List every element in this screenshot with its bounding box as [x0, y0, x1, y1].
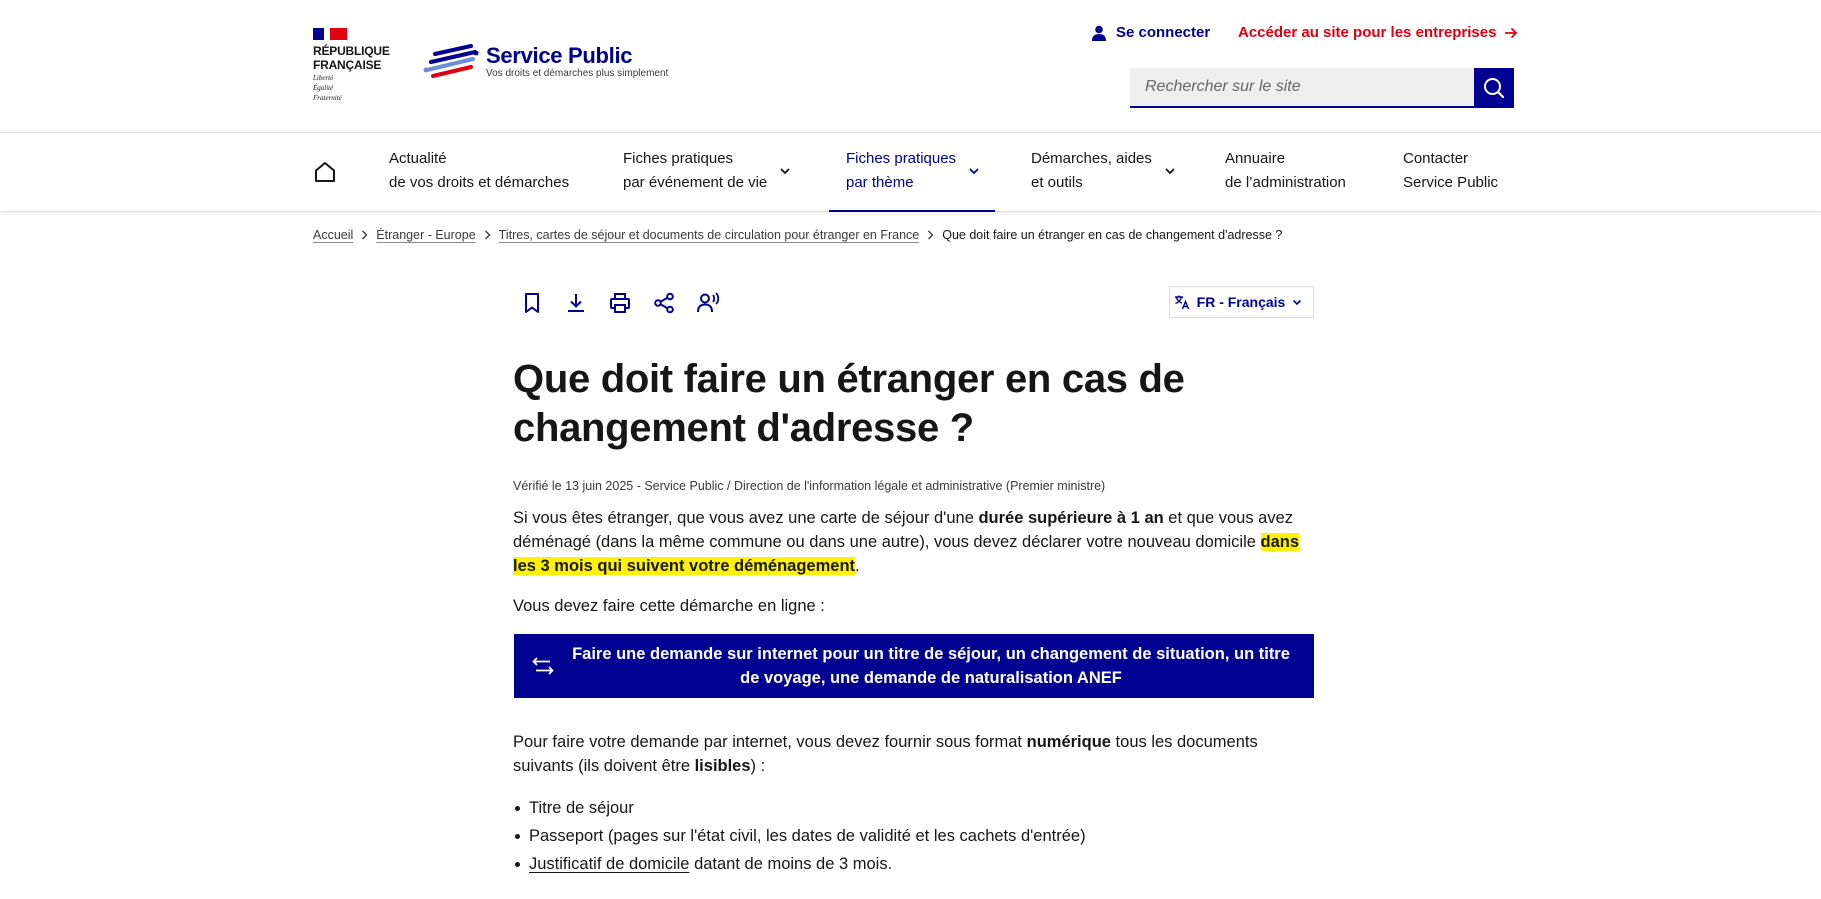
list-item	[513, 850, 1313, 878]
login-label: Se connecter	[1116, 24, 1211, 41]
nav-item-line2: par thème	[846, 174, 914, 191]
nav-item-actualite[interactable]	[389, 147, 569, 195]
document-text: Titre de séjour	[529, 799, 634, 817]
document-text: datant de moins de 3 mois.	[689, 855, 893, 873]
rf-name-line2: FRANÇAISE	[313, 58, 382, 72]
language-selector[interactable]	[1169, 286, 1314, 318]
nav-item-line1: Annuaire	[1225, 150, 1286, 167]
text-segment: et que vous avez déménagé (dans la même commune ou dans une autre), vous devez déclarer votre nouveau domicile	[513, 509, 1294, 551]
site-title: Service Public	[486, 43, 633, 68]
download-icon[interactable]	[564, 291, 588, 315]
listen-icon[interactable]	[696, 291, 720, 315]
print-icon[interactable]	[608, 291, 632, 315]
documents-intro-paragraph	[513, 730, 1313, 778]
bookmark-icon[interactable]	[520, 291, 544, 315]
anef-request-button[interactable]	[514, 634, 1314, 698]
breadcrumb-item-accueil[interactable]: Accueil	[313, 228, 354, 242]
nav-item-line2: et outils	[1031, 174, 1083, 191]
home-icon[interactable]	[313, 160, 337, 184]
text-segment: Pour faire votre demande par internet, vous devez fournir sous format	[513, 733, 1027, 751]
arrow-right-icon	[1504, 27, 1518, 39]
rf-motto-line3: Fraternité	[313, 94, 342, 102]
required-documents-list	[513, 794, 1313, 878]
main-navigation	[0, 132, 1821, 212]
nav-item-line2: Service Public	[1403, 174, 1499, 191]
nav-item-line1: Contacter	[1403, 150, 1469, 167]
exchange-arrows-icon	[532, 656, 554, 676]
proof-of-address-link[interactable]: Justificatif de domicile	[529, 855, 690, 873]
nav-item-contacter[interactable]	[1403, 147, 1498, 195]
search-bar	[1130, 68, 1514, 108]
nav-item-annuaire[interactable]	[1225, 147, 1346, 195]
search-icon	[1483, 77, 1505, 99]
login-link[interactable]	[1092, 24, 1210, 41]
nav-item-line1: Fiches pratiques	[846, 150, 957, 167]
site-tagline: Vos droits et démarches plus simplement	[486, 68, 669, 79]
chevron-right-icon	[927, 230, 934, 240]
anef-request-label: Faire une demande sur internet pour un titre de séjour, un changement de situation, un titre de voyage, une demande de naturalisation ANEF	[572, 645, 1290, 687]
rf-motto-line2: Égalité	[313, 84, 334, 92]
text-segment: .	[855, 557, 860, 575]
service-public-logo[interactable]	[423, 42, 668, 82]
search-button[interactable]	[1474, 68, 1514, 108]
nav-item-fiches-theme[interactable]	[846, 147, 980, 195]
chevron-down-icon	[1164, 167, 1176, 175]
active-nav-indicator	[829, 210, 995, 212]
chevron-right-icon	[361, 230, 368, 240]
nav-item-line2: de l’administration	[1225, 174, 1346, 191]
enterprise-site-link[interactable]	[1238, 24, 1518, 41]
rf-name-line1: RÉPUBLIQUE	[313, 44, 390, 58]
site-header	[0, 0, 1821, 133]
list-item	[513, 794, 1313, 822]
republique-francaise-logo[interactable]	[313, 28, 395, 102]
verification-info: Vérifié le 13 juin 2025 - Service Public / Direction de l'information légale et administrative (Premier ministre)	[513, 479, 1106, 493]
nav-item-demarches[interactable]	[1031, 147, 1176, 195]
nav-item-line1: Démarches, aides	[1031, 150, 1152, 167]
search-input[interactable]	[1130, 68, 1474, 108]
intro-paragraph	[513, 506, 1313, 578]
text-segment: tous les documents suivants (ils doivent être	[513, 733, 1258, 775]
breadcrumb-item-etranger[interactable]: Étranger - Europe	[376, 228, 476, 242]
highlighted-deadline: dans les 3 mois qui suivent votre déménagement	[513, 533, 1300, 575]
page-title: Que doit faire un étranger en cas de changement d'adresse ?	[513, 357, 1185, 450]
chevron-down-icon	[968, 167, 980, 175]
breadcrumb	[313, 228, 1282, 242]
chevron-right-icon	[484, 230, 491, 240]
nav-item-line2: par événement de vie	[623, 174, 768, 191]
enterprise-label: Accéder au site pour les entreprises	[1238, 24, 1497, 41]
list-item	[513, 822, 1313, 850]
online-procedure-text: Vous devez faire cette démarche en ligne :	[513, 597, 825, 615]
service-public-mark-icon	[423, 42, 479, 82]
share-icon[interactable]	[652, 291, 676, 315]
rf-motto-line1: Liberté	[313, 74, 334, 82]
bold-segment: durée supérieure à 1 an	[978, 509, 1164, 527]
breadcrumb-current: Que doit faire un étranger en cas de changement d'adresse ?	[942, 228, 1283, 242]
nav-item-fiches-evenement[interactable]	[623, 147, 791, 195]
document-text: Passeport (pages sur l'état civil, les dates de validité et les cachets d'entrée)	[529, 827, 1086, 845]
marianne-flag-icon	[313, 28, 347, 40]
nav-item-line1: Fiches pratiques	[623, 150, 734, 167]
breadcrumb-item-titres[interactable]: Titres, cartes de séjour et documents de circulation pour étranger en France	[498, 228, 920, 242]
text-segment: ) :	[750, 757, 766, 775]
translate-icon	[1174, 294, 1190, 310]
bold-segment: numérique	[1026, 733, 1111, 751]
chevron-down-icon	[779, 167, 791, 175]
nav-item-line1: Actualité	[389, 150, 447, 167]
chevron-down-icon	[1292, 299, 1302, 306]
user-icon	[1092, 25, 1106, 41]
language-label: FR - Français	[1196, 294, 1286, 310]
bold-segment: lisibles	[694, 757, 751, 775]
nav-item-line2: de vos droits et démarches	[389, 174, 570, 191]
text-segment: Si vous êtes étranger, que vous avez une carte de séjour d'une	[513, 509, 979, 527]
